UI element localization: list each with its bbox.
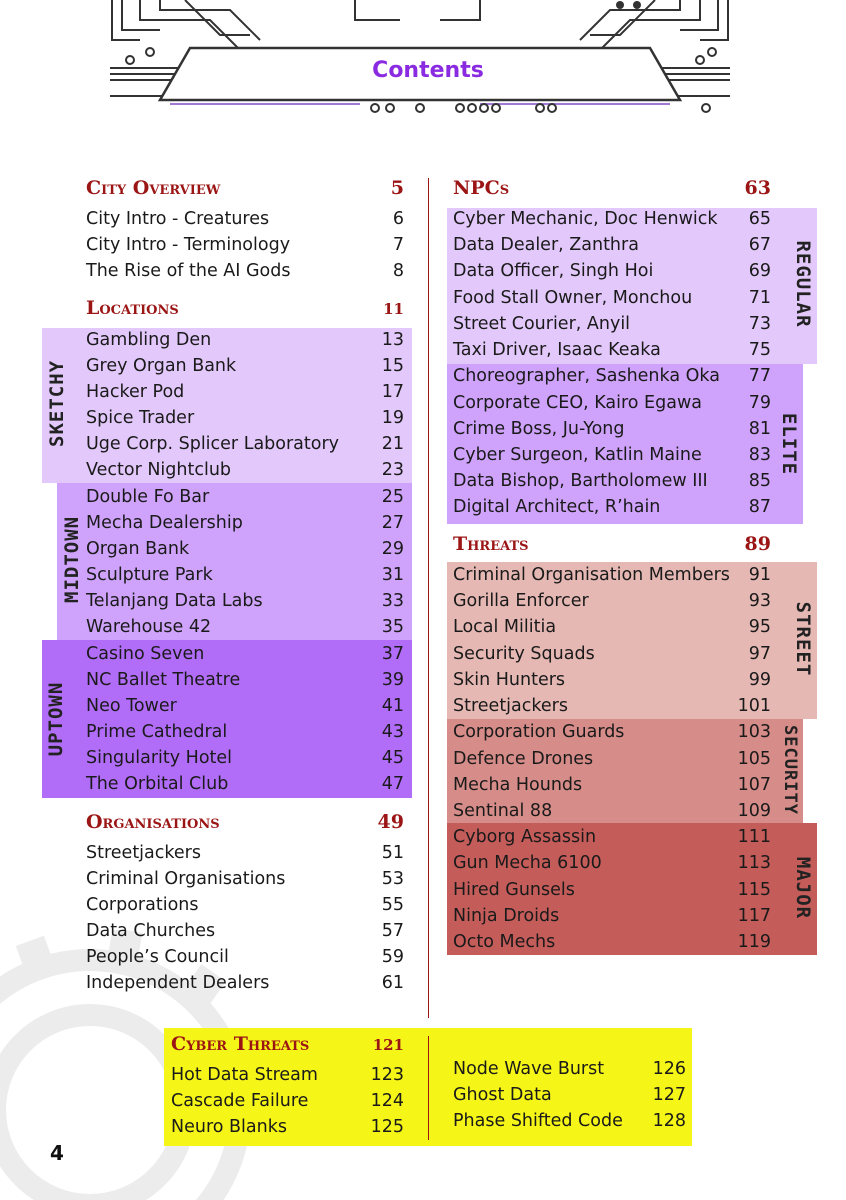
toc-entry[interactable] [453,693,771,719]
entry-page: 124 [370,1091,404,1111]
toc-entry[interactable] [86,771,404,797]
toc-entry[interactable] [86,379,404,405]
toc-entry[interactable] [86,327,404,353]
entry-title: The Rise of the AI Gods [86,261,291,281]
toc-entry[interactable] [453,746,771,772]
entry-page: 13 [381,330,404,350]
entry-page: 31 [381,565,404,585]
entry-title: Choreographer, Sashenka Oka [453,366,720,386]
toc-entry[interactable] [453,1108,686,1134]
entry-title: Crime Boss, Ju-Yong [453,419,625,439]
toc-entry[interactable] [453,903,771,929]
entry-title: Corporate CEO, Kairo Egawa [453,393,702,413]
group-label-sketchy: SKETCHY [46,359,68,447]
entry-page: 35 [381,617,404,637]
entry-title: Neuro Blanks [171,1117,287,1137]
entry-title: Independent Dealers [86,973,270,993]
section-page: 63 [744,177,771,199]
entry-title: Digital Architect, R’hain [453,497,661,517]
toc-entry[interactable] [453,824,771,850]
toc-entry[interactable] [86,206,404,232]
entry-page: 75 [748,340,771,360]
entry-page: 127 [652,1085,686,1105]
entry-title: Streetjackers [86,843,201,863]
section-header-city-overview[interactable] [86,177,404,203]
entry-title: Data Dealer, Zanthra [453,235,639,255]
entry-page: 123 [370,1065,404,1085]
section-page: 49 [377,811,404,833]
toc-entry[interactable] [453,1056,686,1082]
toc-entry[interactable] [171,1088,404,1114]
toc-entry[interactable] [86,745,404,771]
section-header-threats[interactable] [453,533,771,559]
toc-entry[interactable] [86,258,404,284]
entry-title: Data Officer, Singh Hoi [453,261,654,281]
entry-title: Hot Data Stream [171,1065,318,1085]
entry-page: 73 [748,314,771,334]
section-title: City Overview [86,177,221,199]
entry-title: Casino Seven [86,644,205,664]
entry-title: Uge Corp. Splicer Laboratory [86,434,340,454]
toc-entry[interactable] [453,416,771,442]
entry-page: 67 [748,235,771,255]
entry-title: Corporation Guards [453,722,625,742]
column-divider [428,178,429,1018]
toc-entry[interactable] [86,641,404,667]
section-header-locations[interactable] [86,297,404,323]
entry-page: 103 [737,722,771,742]
entry-title: Organ Bank [86,539,190,559]
entry-title: Cascade Failure [171,1091,309,1111]
toc-entry[interactable] [86,970,404,996]
entry-title: Hacker Pod [86,382,185,402]
entry-page: 53 [381,869,404,889]
toc-entry[interactable] [453,258,771,284]
entry-title: Corporations [86,895,199,915]
toc-entry[interactable] [86,944,404,970]
entry-page: 77 [748,366,771,386]
entry-page: 93 [748,591,771,611]
entry-title: Local Militia [453,617,557,637]
entry-title: Cyber Surgeon, Katlin Maine [453,445,702,465]
section-title: Organisations [86,811,220,833]
entry-page: 59 [381,947,404,967]
group-label-major: MAJOR [792,856,814,920]
entry-page: 55 [381,895,404,915]
group-label-security: SECURITY [780,725,800,815]
toc-entry[interactable] [453,798,771,824]
section-title: Threats [453,533,529,555]
entry-page: 95 [748,617,771,637]
toc-entry[interactable] [86,588,404,614]
toc-entry[interactable] [86,866,404,892]
section-header-cyber-threats[interactable] [171,1033,404,1059]
entry-title: NC Ballet Theatre [86,670,241,690]
toc-entry[interactable] [86,892,404,918]
toc-entry[interactable] [86,457,404,483]
entry-page: 79 [748,393,771,413]
entry-title: Mecha Dealership [86,513,243,533]
entry-page: 109 [737,801,771,821]
entry-title: Neo Tower [86,696,177,716]
entry-title: Sculpture Park [86,565,213,585]
toc-entry[interactable] [453,641,771,667]
entry-page: 107 [737,775,771,795]
toc-entry[interactable] [86,536,404,562]
entry-title: Double Fo Bar [86,487,210,507]
entry-title: Warehouse 42 [86,617,212,637]
toc-entry[interactable] [86,431,404,457]
entry-title: Criminal Organisations [86,869,286,889]
cyber-threats-divider [428,1036,429,1140]
toc-entry[interactable] [453,442,771,468]
entry-page: 91 [748,565,771,585]
entry-page: 111 [737,827,771,847]
toc-entry[interactable] [453,614,771,640]
toc-entry[interactable] [453,562,771,588]
entry-title: Skin Hunters [453,670,566,690]
entry-title: Gun Mecha 6100 [453,853,602,873]
entry-title: Security Squads [453,644,595,664]
toc-entry[interactable] [453,337,771,363]
section-page: 121 [372,1036,404,1054]
section-page: 5 [390,177,404,199]
group-label-elite: ELITE [778,412,800,476]
toc-entry[interactable] [453,390,771,416]
toc-entry[interactable] [453,772,771,798]
section-title: NPCs [453,177,510,199]
entry-page: 115 [737,880,771,900]
entry-title: People’s Council [86,947,229,967]
entry-title: Cyborg Assassin [453,827,597,847]
toc-entry[interactable] [86,614,404,640]
entry-title: Streetjackers [453,696,568,716]
section-title: Cyber Threats [171,1033,310,1055]
group-label-uptown: UPTOWN [45,681,67,757]
toc-entry[interactable] [86,405,404,431]
entry-page: 87 [748,497,771,517]
toc-entry[interactable] [453,285,771,311]
entry-title: Phase Shifted Code [453,1111,623,1131]
entry-title: Data Bishop, Bartholomew III [453,471,708,491]
entry-title: Ninja Droids [453,906,560,926]
toc-entry[interactable] [86,484,404,510]
entry-page: 69 [748,261,771,281]
toc-entry[interactable] [171,1062,404,1088]
entry-page: 65 [748,209,771,229]
page-number: 4 [50,1141,64,1165]
entry-page: 117 [737,906,771,926]
entry-page: 43 [381,722,404,742]
toc-entry[interactable] [86,667,404,693]
entry-page: 33 [381,591,404,611]
entry-title: Cyber Mechanic, Doc Henwick [453,209,718,229]
entry-page: 39 [381,670,404,690]
section-title: Locations [86,297,179,319]
toc-entry[interactable] [453,667,771,693]
entry-page: 19 [381,408,404,428]
entry-page: 99 [748,670,771,690]
entry-title: Spice Trader [86,408,195,428]
toc-entry[interactable] [453,877,771,903]
toc-entry[interactable] [86,719,404,745]
entry-page: 29 [381,539,404,559]
entry-title: Vector Nightclub [86,460,232,480]
entry-page: 113 [737,853,771,873]
entry-page: 57 [381,921,404,941]
section-header-organisations[interactable] [86,811,404,837]
entry-page: 15 [381,356,404,376]
entry-title: Taxi Driver, Isaac Keaka [453,340,661,360]
entry-title: Node Wave Burst [453,1059,605,1079]
entry-page: 81 [748,419,771,439]
entry-page: 23 [381,460,404,480]
toc-entry[interactable] [453,588,771,614]
entry-page: 47 [381,774,404,794]
entry-title: Octo Mechs [453,932,556,952]
toc-entry[interactable] [86,693,404,719]
entry-page: 83 [748,445,771,465]
toc-entry[interactable] [453,363,771,389]
toc-entry[interactable] [86,510,404,536]
entry-page: 119 [737,932,771,952]
toc-entry[interactable] [453,232,771,258]
entry-title: City Intro - Creatures [86,209,270,229]
toc-entry[interactable] [453,1082,686,1108]
entry-page: 41 [381,696,404,716]
group-label-regular: REGULAR [792,240,814,328]
section-header-npcs[interactable] [453,177,771,203]
toc-entry[interactable] [86,562,404,588]
entry-page: 21 [381,434,404,454]
contents-title: Contents [372,58,484,83]
section-page: 11 [383,300,404,318]
entry-page: 125 [370,1117,404,1137]
entry-page: 61 [381,973,404,993]
entry-title: Criminal Organisation Members [453,565,730,585]
entry-page: 6 [392,209,404,229]
toc-entry[interactable] [453,206,771,232]
entry-page: 17 [381,382,404,402]
toc-entry[interactable] [86,840,404,866]
entry-page: 25 [381,487,404,507]
entry-page: 8 [392,261,404,281]
entry-title: Gorilla Enforcer [453,591,589,611]
entry-page: 51 [381,843,404,863]
entry-title: Grey Organ Bank [86,356,237,376]
toc-entry[interactable] [86,232,404,258]
entry-page: 71 [748,288,771,308]
entry-page: 105 [737,749,771,769]
entry-title: Food Stall Owner, Monchou [453,288,693,308]
entry-title: Telanjang Data Labs [86,591,263,611]
entry-page: 85 [748,471,771,491]
entry-page: 128 [652,1111,686,1131]
entry-title: Street Courier, Anyil [453,314,631,334]
entry-title: Gambling Den [86,330,212,350]
toc-entry[interactable] [453,468,771,494]
toc-entry[interactable] [453,494,771,520]
toc-entry[interactable] [453,850,771,876]
group-label-midtown: MIDTOWN [61,515,83,603]
toc-entry[interactable] [86,353,404,379]
toc-entry[interactable] [453,311,771,337]
entry-title: Data Churches [86,921,216,941]
entry-title: Mecha Hounds [453,775,583,795]
toc-entry[interactable] [453,929,771,955]
entry-title: Prime Cathedral [86,722,228,742]
entry-title: Ghost Data [453,1085,552,1105]
entry-page: 27 [381,513,404,533]
entry-page: 101 [737,696,771,716]
entry-title: Hired Gunsels [453,880,575,900]
entry-page: 45 [381,748,404,768]
entry-page: 37 [381,644,404,664]
entry-title: Singularity Hotel [86,748,233,768]
toc-entry[interactable] [453,719,771,745]
entry-page: 97 [748,644,771,664]
entry-title: Defence Drones [453,749,594,769]
entry-title: Sentinal 88 [453,801,553,821]
section-page: 89 [744,533,771,555]
toc-entry[interactable] [171,1114,404,1140]
entry-page: 7 [392,235,404,255]
entry-title: The Orbital Club [86,774,229,794]
group-label-street: STREET [792,601,814,677]
entry-page: 126 [652,1059,686,1079]
toc-entry[interactable] [86,918,404,944]
entry-title: City Intro - Terminology [86,235,291,255]
